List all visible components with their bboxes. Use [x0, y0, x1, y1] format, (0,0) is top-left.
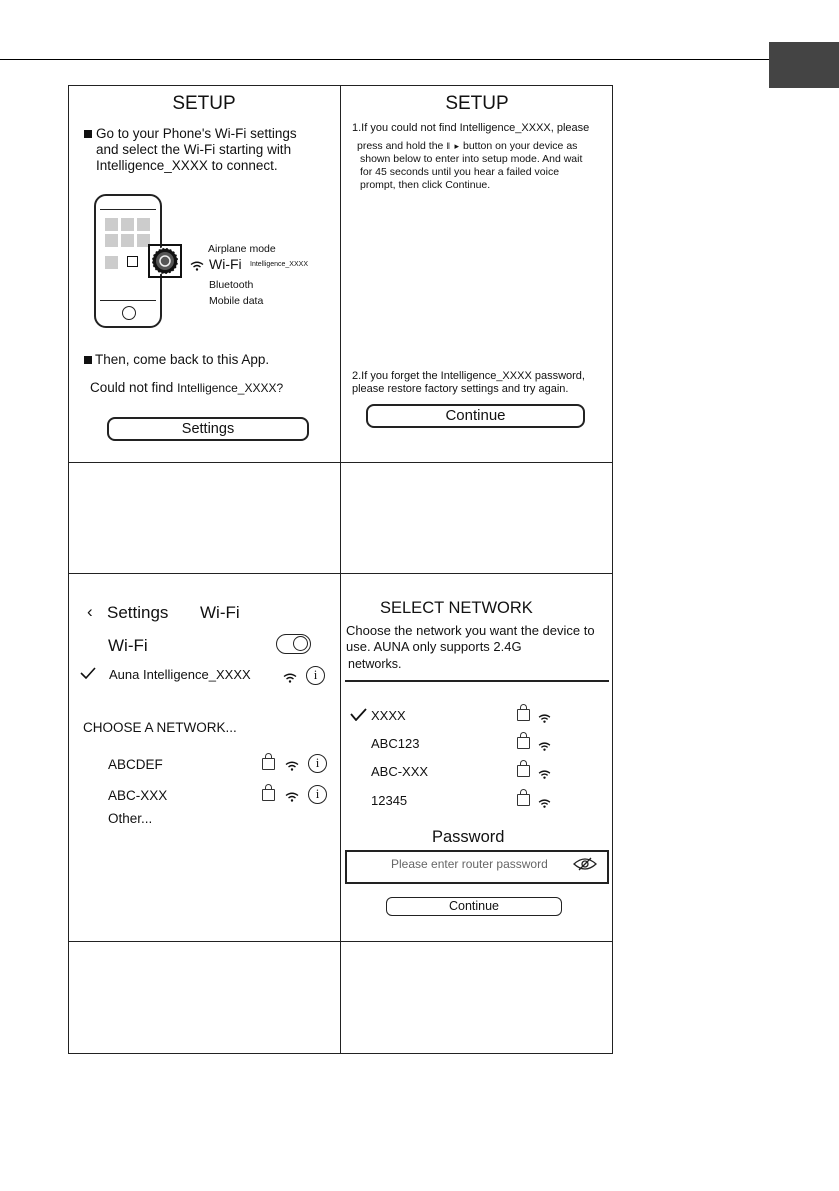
- info-icon[interactable]: i: [308, 785, 327, 804]
- lock-icon: [262, 789, 275, 801]
- select-network-desc-line3: networks.: [348, 657, 402, 671]
- table-row-divider: [68, 462, 613, 463]
- setup-left-title: SETUP: [172, 93, 236, 114]
- could-not-find-prefix: Could not find: [90, 380, 178, 395]
- page-top-rule: [0, 59, 839, 60]
- app-tile-outline: [127, 256, 138, 267]
- menu-wifi-ssid: Intelligence_XXXX: [250, 261, 308, 268]
- menu-airplane-mode: Airplane mode: [208, 243, 276, 255]
- step1-line3: shown below to enter into setup mode. And wait: [360, 153, 583, 165]
- lock-icon: [517, 737, 530, 749]
- back-chevron-icon[interactable]: ‹: [87, 602, 93, 621]
- phone-screen-bottom: [100, 300, 156, 301]
- step2-line2: please restore factory settings and try again.: [352, 383, 569, 395]
- wifi-icon: [190, 258, 204, 276]
- bullet-square: [84, 130, 92, 138]
- settings-button[interactable]: Settings: [107, 417, 309, 441]
- step1-line2-start: press and hold the: [357, 140, 444, 152]
- wifi-icon: [283, 670, 297, 688]
- app-tile: [105, 218, 118, 231]
- network-item[interactable]: ABCDEF: [108, 757, 163, 772]
- menu-bluetooth: Bluetooth: [209, 279, 254, 291]
- page-section-tab: [769, 42, 839, 88]
- step1-line5-end: then click Continue.: [398, 179, 491, 191]
- checkmark-icon: [80, 666, 96, 684]
- lock-icon: [517, 709, 530, 721]
- wifi-icon: [538, 795, 551, 813]
- could-not-find-text: [90, 380, 283, 396]
- lock-icon: [517, 794, 530, 806]
- step1-line2-end: button on your device as: [463, 140, 578, 152]
- play-pause-icon: ‖ ▸: [446, 141, 461, 151]
- network-row[interactable]: 12345: [371, 793, 408, 808]
- wifi-icon: [538, 738, 551, 756]
- select-network-desc-line1: Choose the network you want the device to: [346, 623, 595, 638]
- wifi-icon: [538, 766, 551, 784]
- then-come-back-text: Then, come back to this App.: [95, 352, 270, 367]
- wifi-icon: [285, 789, 299, 807]
- step1-line5: [360, 177, 490, 193]
- info-icon[interactable]: i: [306, 666, 325, 685]
- app-tile: [137, 218, 150, 231]
- step1-line1: 1.If you could not find Intelligence_XXXX, please: [352, 122, 590, 134]
- network-item[interactable]: ABC-XXX: [108, 788, 168, 803]
- wifi-label: Wi-Fi: [108, 636, 148, 655]
- wifi-page-title: Wi-Fi: [200, 603, 240, 622]
- eye-hidden-icon[interactable]: [573, 857, 597, 876]
- network-row[interactable]: XXXX: [371, 708, 406, 723]
- network-row[interactable]: ABC-XXX: [371, 764, 429, 779]
- app-tile: [105, 234, 118, 247]
- lock-icon: [517, 765, 530, 777]
- network-row[interactable]: ABC123: [371, 736, 420, 751]
- setup-left-instruction: Go to your Phone's Wi-Fi settings and select the Wi-Fi starting with Intelligence_XXXX to connect.: [96, 126, 297, 173]
- step1-line5-start: prompt,: [360, 179, 396, 191]
- select-network-desc-line2: use. AUNA only supports 2.4G: [346, 639, 522, 654]
- section-divider: [345, 680, 609, 682]
- setup-right-title: SETUP: [445, 93, 509, 114]
- phone-screen-top: [100, 209, 156, 210]
- settings-gear-icon: [149, 245, 181, 282]
- other-network-link[interactable]: Other...: [108, 811, 153, 826]
- password-label: Password: [432, 828, 505, 846]
- menu-wifi: Wi-Fi: [209, 256, 242, 272]
- phone-home-button: [122, 306, 136, 320]
- continue-button[interactable]: Continue: [366, 404, 585, 428]
- password-placeholder: Please enter router password: [391, 857, 548, 871]
- step1-line4: for 45 seconds until you hear a failed voice: [360, 166, 560, 178]
- step2-line1: 2.If you forget the Intelligence_XXXX password,: [352, 370, 585, 382]
- wifi-toggle-knob: [293, 636, 308, 651]
- table-row-divider: [68, 941, 613, 942]
- bullet-square: [84, 356, 92, 364]
- wifi-toggle[interactable]: [276, 634, 311, 654]
- menu-mobile-data: Mobile data: [209, 295, 264, 307]
- wifi-icon: [285, 758, 299, 776]
- wifi-icon: [538, 710, 551, 728]
- app-tile: [121, 234, 134, 247]
- app-tile: [121, 218, 134, 231]
- lock-icon: [262, 758, 275, 770]
- table-column-divider: [340, 85, 341, 1054]
- info-icon[interactable]: i: [308, 754, 327, 773]
- back-settings-link[interactable]: Settings: [107, 603, 169, 622]
- select-network-title: SELECT NETWORK: [380, 599, 533, 617]
- app-tile: [105, 256, 118, 269]
- connected-network-name[interactable]: Auna Intelligence_XXXX: [109, 667, 251, 682]
- table-row-divider: [68, 573, 613, 574]
- continue-button[interactable]: Continue: [386, 897, 562, 916]
- could-not-find-ssid: Intelligence_XXXX?: [177, 381, 284, 395]
- choose-network-header: CHOOSE A NETWORK...: [83, 720, 237, 735]
- checkmark-icon: [350, 708, 367, 726]
